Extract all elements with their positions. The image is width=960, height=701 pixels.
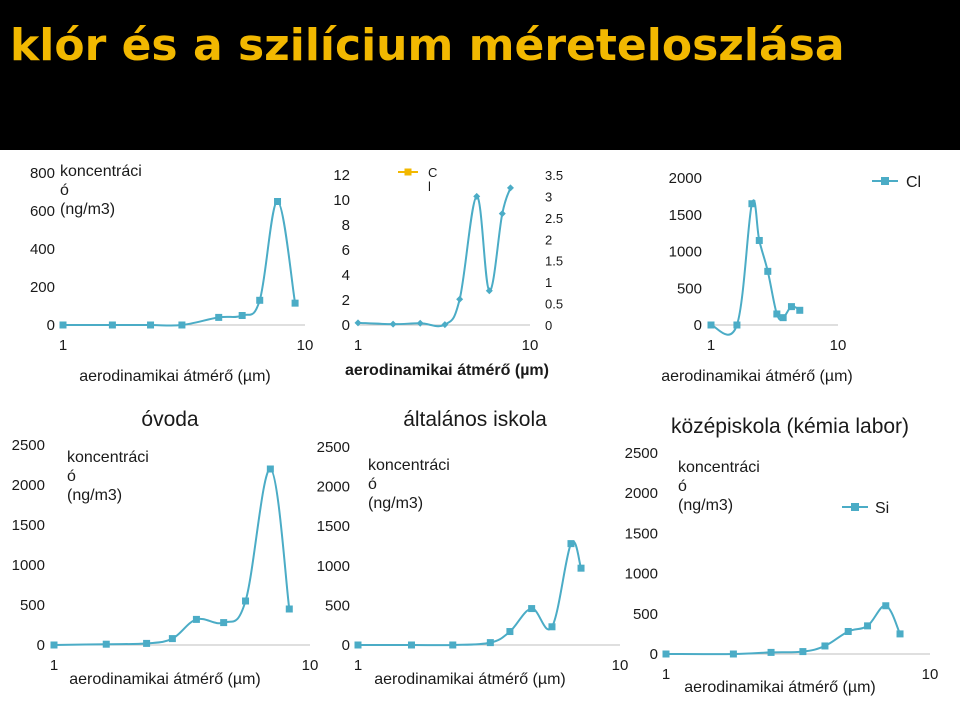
chart-3-data-point — [708, 322, 715, 329]
chart-panel-1 — [0, 155, 330, 395]
chart-6-xtick: 1 — [661, 666, 671, 683]
chart-3-xtick: 10 — [829, 337, 847, 354]
chart-1-data-point — [274, 198, 281, 205]
chart-5-ytick: 1500 — [316, 518, 350, 536]
chart-1-ylabel-line: koncentráci — [60, 163, 142, 180]
chart-1-xtick: 1 — [58, 337, 68, 354]
chart-4-ytick: 2500 — [11, 437, 45, 454]
chart-5-title: általános iskola — [403, 408, 547, 431]
chart-2-ytick-right: 2 — [545, 232, 553, 248]
chart-1-ytick: 0 — [46, 317, 55, 334]
chart-6-ylabel-line: koncentráci — [678, 459, 760, 476]
chart-3-data-point — [780, 314, 787, 321]
chart-3-data-point — [796, 307, 803, 314]
chart-2-xtick: 10 — [521, 337, 539, 354]
chart-5-data-point — [449, 642, 456, 649]
slide-title: klór és a szilícium méreteloszlása — [10, 20, 845, 71]
chart-5-svg — [300, 400, 630, 696]
chart-5-ytick: 2000 — [316, 478, 350, 496]
chart-4-xtick: 10 — [301, 657, 319, 674]
chart-6-ylabel-line: ó — [678, 478, 687, 495]
chart-4-ylabel-line: koncentráci — [67, 449, 149, 466]
chart-1-xlabel: aerodinamikai átmérő (µm) — [79, 368, 271, 385]
chart-3-data-point — [788, 303, 795, 310]
chart-6-svg — [610, 400, 960, 696]
chart-5-data-point — [506, 628, 513, 635]
chart-2-legend-label: C — [428, 165, 438, 180]
chart-2-legend-marker — [405, 169, 412, 176]
chart-3-ytick: 2000 — [668, 170, 702, 187]
chart-1-ytick: 800 — [29, 165, 55, 182]
chart-1-ytick: 600 — [29, 203, 55, 220]
chart-1-data-point — [292, 300, 299, 307]
chart-4-data-point — [51, 642, 58, 649]
chart-5-data-point — [567, 540, 574, 547]
chart-2-ytick-right: 0 — [545, 318, 553, 333]
chart-6-ytick: 2500 — [624, 445, 658, 462]
chart-5-data-point — [548, 623, 555, 630]
chart-5-data-point — [578, 565, 585, 572]
chart-2-ytick-right: 0.5 — [545, 296, 564, 312]
chart-2-legend-label: l — [428, 179, 431, 194]
chart-5-ylabel-line: ó — [368, 476, 377, 493]
chart-2-ytick-right: 2.5 — [545, 210, 564, 226]
chart-1-svg — [0, 155, 330, 395]
chart-5-ytick: 500 — [324, 597, 350, 615]
chart-6-xtick: 10 — [921, 666, 939, 683]
chart-4-ylabel-line: (ng/m3) — [67, 487, 123, 504]
chart-2-data-point — [507, 184, 514, 191]
chart-2-ytick-right: 1.5 — [545, 253, 564, 269]
chart-4-title: óvoda — [141, 408, 199, 431]
chart-5-series-line — [358, 541, 581, 645]
chart-3-data-point — [733, 322, 740, 329]
chart-3-data-point — [756, 237, 763, 244]
chart-3-data-point — [764, 268, 771, 275]
chart-1-data-point — [256, 297, 263, 304]
chart-6-ytick: 0 — [649, 646, 658, 663]
chart-4-data-point — [143, 640, 150, 647]
chart-4-ytick: 500 — [19, 597, 45, 614]
chart-2-data-point — [456, 296, 463, 303]
chart-1-ytick: 200 — [29, 279, 55, 296]
chart-1-ytick: 400 — [29, 241, 55, 258]
chart-4-data-point — [169, 635, 176, 642]
chart-4-svg — [0, 400, 330, 696]
chart-6-ytick: 500 — [632, 605, 658, 623]
chart-2-ytick-left: 4 — [341, 267, 350, 284]
chart-1-data-point — [60, 322, 67, 329]
chart-2-ytick-left: 12 — [333, 167, 350, 184]
chart-3-legend-label: Cl — [906, 174, 922, 191]
chart-4-ylabel-line: ó — [67, 468, 76, 485]
chart-3-ytick: 0 — [693, 317, 702, 334]
chart-6-ytick: 1500 — [624, 525, 658, 543]
chart-5-data-point — [528, 605, 535, 612]
chart-2-xtick: 1 — [353, 337, 363, 354]
chart-4-data-point — [103, 641, 110, 648]
chart-4-ytick: 1500 — [11, 517, 45, 534]
chart-6-data-point — [663, 651, 670, 658]
chart-6-data-point — [799, 648, 806, 655]
chart-2-svg — [330, 155, 580, 395]
chart-panel-6 — [610, 400, 960, 696]
chart-panel-2 — [330, 155, 580, 395]
chart-6-data-point — [864, 622, 871, 629]
chart-3-svg — [640, 155, 960, 395]
chart-5-xtick: 1 — [353, 657, 363, 674]
chart-4-data-point — [220, 619, 227, 626]
chart-4-data-point — [267, 466, 274, 473]
chart-1-ylabel-line: (ng/m3) — [60, 201, 116, 218]
chart-2-ytick-right: 3.5 — [545, 168, 564, 183]
chart-2-ytick-left: 8 — [341, 217, 350, 234]
chart-6-data-point — [845, 628, 852, 635]
chart-2-ytick-left: 6 — [341, 242, 350, 259]
chart-5-xlabel: aerodinamikai átmérő (µm) — [374, 671, 566, 688]
chart-1-series-line — [63, 201, 295, 325]
chart-2-data-point — [390, 321, 397, 328]
chart-5-xtick: 10 — [611, 657, 629, 674]
chart-1-data-point — [239, 312, 246, 319]
slide-header — [0, 0, 960, 150]
chart-6-series-line — [666, 606, 900, 654]
chart-1-data-point — [215, 314, 222, 321]
chart-2-ytick-right: 1 — [545, 275, 553, 291]
chart-6-data-point — [897, 630, 904, 637]
chart-6-ytick: 2000 — [624, 485, 658, 503]
chart-4-ytick: 1000 — [11, 557, 45, 574]
chart-5-ylabel-line: koncentráci — [368, 457, 450, 474]
chart-6-title: középiskola (kémia labor) — [670, 415, 910, 438]
chart-6-data-point — [821, 642, 828, 649]
chart-6-data-point — [882, 602, 889, 609]
chart-1-data-point — [109, 322, 116, 329]
chart-6-ylabel-line: (ng/m3) — [678, 497, 734, 514]
chart-4-data-point — [242, 598, 249, 605]
chart-3-data-point — [773, 310, 780, 317]
chart-2-data-point — [499, 210, 506, 217]
chart-4-xtick: 1 — [49, 657, 59, 674]
chart-4-data-point — [193, 616, 200, 623]
chart-3-xlabel: aerodinamikai átmérő (µm) — [661, 368, 853, 385]
chart-5-data-point — [408, 642, 415, 649]
chart-2-ytick-right: 3 — [545, 189, 553, 205]
chart-4-ytick: 2000 — [11, 477, 45, 494]
chart-3-legend-marker — [881, 177, 889, 185]
chart-3-data-point — [748, 200, 755, 207]
chart-5-ytick: 1000 — [316, 557, 350, 575]
chart-3-xtick: 1 — [706, 337, 716, 354]
chart-4-data-point — [286, 606, 293, 613]
chart-panel-5 — [300, 400, 630, 696]
chart-1-xtick: 10 — [296, 337, 314, 354]
chart-2-ytick-left: 0 — [341, 317, 350, 334]
chart-4-ytick: 0 — [36, 637, 45, 654]
chart-5-data-point — [355, 642, 362, 649]
chart-2-xlabel: aerodinamikai átmérő (µm) — [345, 362, 549, 379]
chart-5-ylabel-line: (ng/m3) — [368, 495, 424, 512]
chart-2-data-point — [417, 320, 424, 327]
chart-2-ytick-left: 2 — [341, 292, 350, 309]
chart-6-data-point — [730, 651, 737, 658]
chart-3-ytick: 500 — [676, 280, 702, 298]
chart-5-ytick: 0 — [341, 637, 350, 654]
chart-5-data-point — [487, 639, 494, 646]
chart-6-legend-marker — [851, 503, 859, 511]
chart-2-series-line — [358, 188, 510, 326]
chart-3-ytick: 1000 — [668, 243, 702, 261]
chart-1-data-point — [178, 322, 185, 329]
chart-4-xlabel: aerodinamikai átmérő (µm) — [69, 671, 261, 688]
chart-panel-4 — [0, 400, 330, 696]
chart-1-ylabel-line: ó — [60, 182, 69, 199]
chart-6-legend-label: Si — [875, 500, 890, 517]
chart-panel-3 — [640, 155, 960, 395]
chart-3-ytick: 1500 — [668, 206, 702, 224]
chart-6-xlabel: aerodinamikai átmérő (µm) — [684, 679, 876, 696]
chart-2-ytick-left: 10 — [333, 192, 350, 209]
chart-6-data-point — [768, 649, 775, 656]
chart-6-ytick: 1000 — [624, 565, 658, 583]
chart-1-data-point — [147, 322, 154, 329]
chart-5-ytick: 2500 — [316, 439, 350, 456]
